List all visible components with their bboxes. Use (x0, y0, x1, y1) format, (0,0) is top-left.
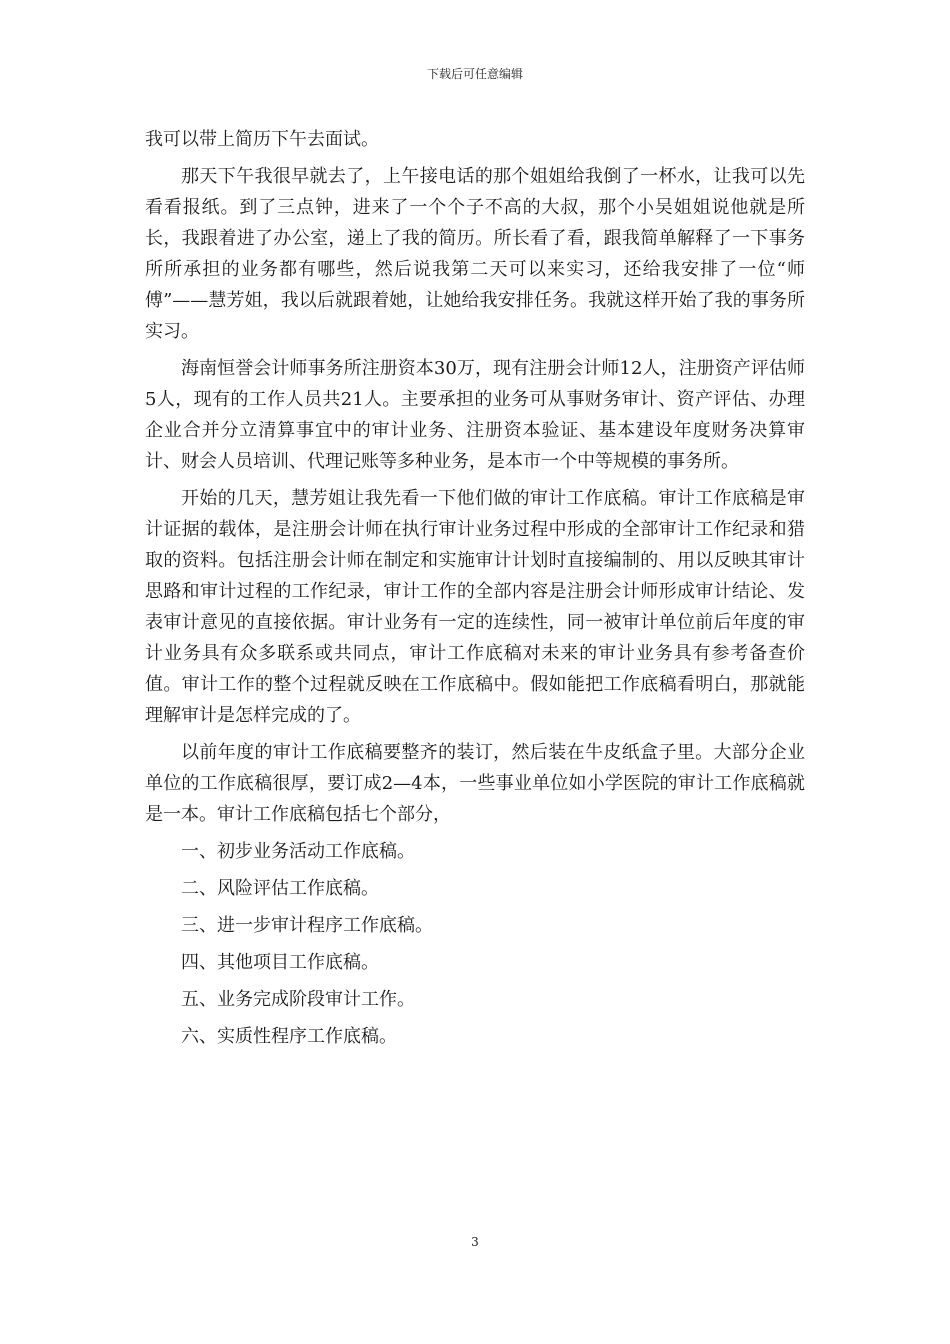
paragraph-continuation: 我可以带上简历下午去面试。 (145, 129, 379, 150)
list-item: 四、其他项目工作底稿。 (181, 952, 379, 973)
list-item: 一、初步业务活动工作底稿。 (181, 841, 415, 862)
working-paper-list (145, 836, 805, 1052)
paragraph-working-papers: 开始的几天，慧芳姐让我先看一下他们做的审计工作底稿。审计工作底稿是审计证据的载体，是注册会计师在执行审计业务过程中形成的全部审计工作纪录和猎取的资料。包括注册会计师在制定和实施审计计划时直接编制的、用以反映其审计思路和审计过程的工作纪录，审计工作的全部内容是注册会计师形成审计结论、发表审计意见的直接依据。审计业务有一定的连续性，同一被审计单位前后年度的审计业务具有众多联系或共同点，审计工作底稿对未来的审计业务具有参考备查价值。审计工作的整个过程就反映在工作底稿中。假如能把工作底稿看明白，那就能理解审计是怎样完成的了。 (145, 488, 805, 726)
list-item: 二、风险评估工作底稿。 (181, 878, 379, 899)
list-item: 六、实质性程序工作底稿。 (181, 1026, 397, 1047)
document-body (145, 124, 805, 1052)
list-item: 五、业务完成阶段审计工作。 (181, 989, 415, 1010)
page-number: 3 (471, 1235, 479, 1249)
page-header: 下载后可任意编辑 (426, 67, 523, 81)
paragraph-interview: 那天下午我很早就去了，上午接电话的那个姐姐给我倒了一杯水，让我可以先看看报纸。到了三点钟，进来了一个个子不高的大叔，那个小吴姐姐说他就是所长，我跟着进了办公室，递上了我的简历。所长看了看，跟我简单解释了一下事务所所承担的业务都有哪些，然后说我第二天可以来实习，还给我安排了一位“师傅”——慧芳姐，我以后就跟着她，让她给我安排任务。我就这样开始了我的事务所实习。 (145, 166, 805, 342)
paragraph-firm-profile: 海南恒誉会计师事务所注册资本30万，现有注册会计师12人，注册资产评估师5人，现有的工作人员共21人。主要承担的业务可从事财务审计、资产评估、办理企业合并分立清算事宜中的审计业务、注册资本验证、基本建设年度财务决算审计、财会人员培训、代理记账等多种业务，是本市一个中等规模的事务所。 (145, 358, 805, 472)
list-item: 三、进一步审计程序工作底稿。 (181, 915, 433, 936)
paragraph-binding: 以前年度的审计工作底稿要整齐的装订，然后装在牛皮纸盒子里。大部分企业单位的工作底稿很厚，要订成2—4本，一些事业单位如小学医院的审计工作底稿就是一本。审计工作底稿包括七个部分， (145, 742, 805, 825)
